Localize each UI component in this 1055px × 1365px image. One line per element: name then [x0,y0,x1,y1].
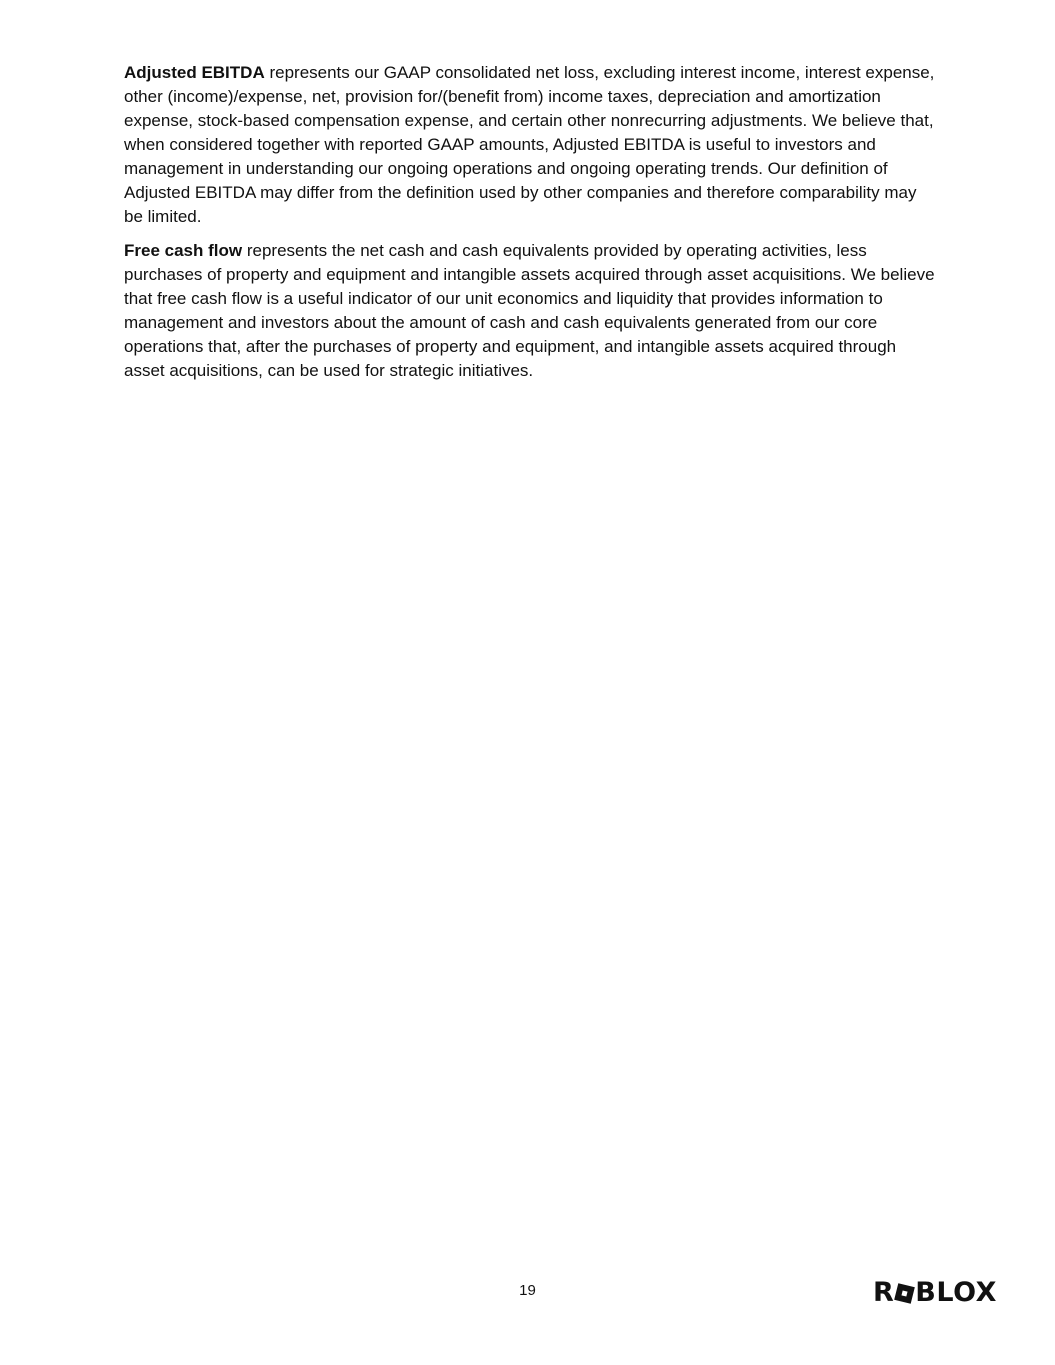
logo-letter-r: R [873,1277,895,1308]
roblox-logo [873,1279,997,1307]
term-adjusted-ebitda: Adjusted EBITDA [124,63,265,82]
paragraph-free-cash-flow [124,239,936,383]
paragraph-adjusted-ebitda [124,61,936,229]
logo-letters-blox: BLOX [915,1277,997,1308]
paragraph-text: represents our GAAP consolidated net loss, excluding interest income, interest expense, other (income)/expense, net, provision for/(benefit from) income taxes, depreciation and amortization expense, stock-based compensation expense, and certain other nonrecurring adjustments. We believe that, when considered together with reported GAAP amounts, Adjusted EBITDA is useful to investors and management in understanding our ongoing operations and ongoing operating trends. Our definition of Adjusted EBITDA may differ from the definition used by other companies and therefore comparability may be limited. [124,63,935,226]
roblox-tile-icon [894,1283,915,1304]
term-free-cash-flow: Free cash flow [124,241,243,260]
paragraph-text: represents the net cash and cash equivalents provided by operating activities, less purchases of property and equipment and intangible assets acquired through asset acquisitions. We believe that free cash flow is a useful indicator of our unit economics and liquidity that provides information to management and investors about the amount of cash and cash equivalents generated from our core operations that, after the purchases of property and equipment, and intangible assets acquired through asset acquisitions, can be used for strategic initiatives. [124,241,935,380]
page-number: 19 [519,1282,536,1299]
document-body [124,61,936,393]
